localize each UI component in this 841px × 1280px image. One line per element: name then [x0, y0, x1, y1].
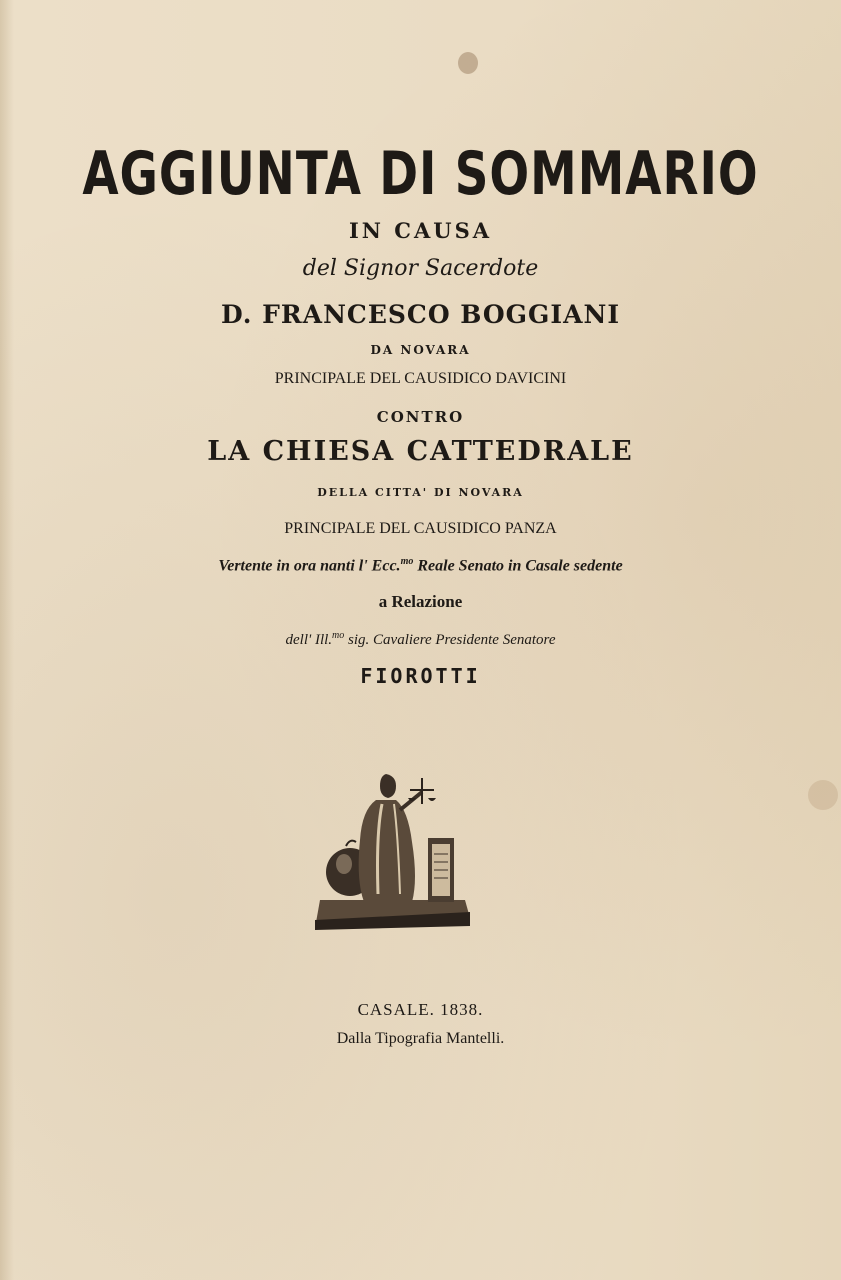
presidente-text-b: sig. Cavaliere Presidente Senatore — [344, 632, 556, 648]
presidente-text-a: dell' Ill. — [285, 632, 333, 648]
senator-name: FIOROTTI — [360, 664, 481, 688]
principale-line-2: PRINCIPALE DEL CAUSIDICO PANZA — [284, 520, 557, 537]
presidente-line — [0, 630, 841, 649]
foxing-stain — [808, 780, 838, 810]
document-title: AGGIUNTA DI SOMMARIO — [82, 140, 759, 209]
relazione-line: a Relazione — [378, 592, 463, 611]
plaintiff-name: D. FRANCESCO BOGGIANI — [220, 300, 621, 329]
plaintiff-origin: DA NOVARA — [370, 343, 471, 357]
imprint-place-year: CASALE. 1838. — [357, 1000, 484, 1019]
foxing-stain — [458, 52, 478, 74]
principale-line-1: PRINCIPALE DEL CAUSIDICO DAVICINI — [274, 370, 567, 387]
in-causa-line: IN CAUSA — [348, 218, 493, 243]
contro-line: CONTRO — [376, 408, 465, 426]
defendant-name: LA CHIESA CATTEDRALE — [207, 436, 634, 467]
vertente-line — [0, 556, 841, 575]
imprint-printer: Dalla Tipografia Mantelli. — [336, 1030, 505, 1047]
presidente-superscript: mo — [332, 630, 345, 641]
del-signor-line: del Signor Sacerdote — [302, 256, 539, 281]
defendant-origin: DELLA CITTA' DI NOVARA — [317, 486, 524, 499]
vertente-superscript: mo — [400, 556, 414, 567]
vertente-text-b: Reale Senato in Casale sedente — [413, 557, 623, 575]
justice-vignette-icon — [310, 760, 475, 935]
vertente-text-a: Vertente in ora nanti l' Ecc. — [218, 557, 401, 575]
